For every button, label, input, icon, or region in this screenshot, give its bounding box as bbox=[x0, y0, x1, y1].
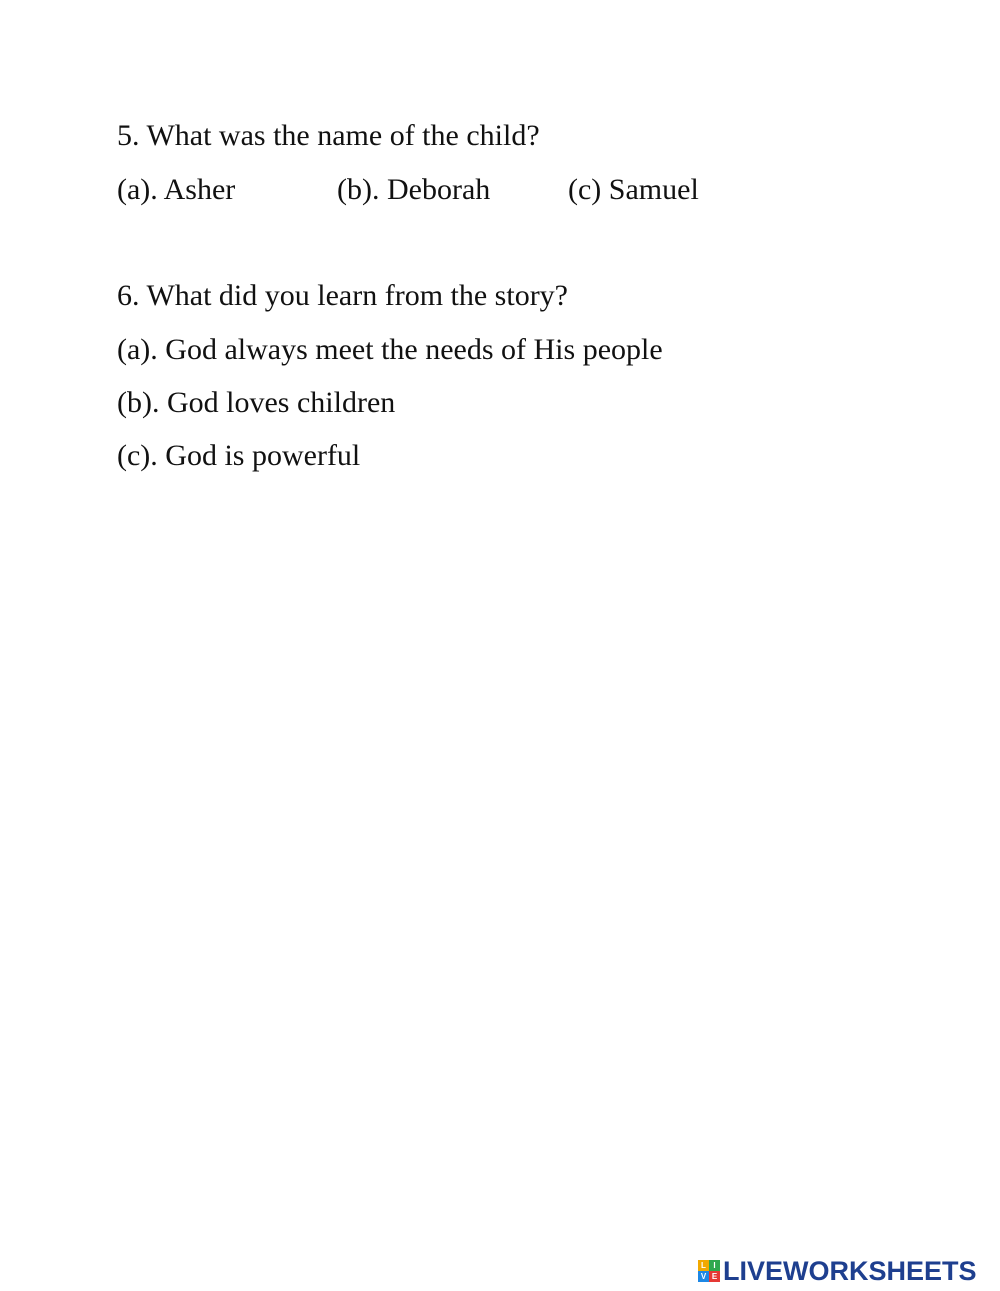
option-c-god-is-powerful: (c). God is powerful bbox=[117, 439, 361, 472]
option-a-god-meets-needs: (a). God always meet the needs of His people bbox=[117, 333, 663, 366]
option-b-deborah: (b). Deborah bbox=[337, 173, 491, 206]
question-5: 5. What was the name of the child? bbox=[117, 119, 540, 152]
liveworksheets-logo-text: LIVEWORKSHEETS bbox=[723, 1256, 977, 1286]
logo-cell-i: I bbox=[709, 1260, 720, 1271]
logo-cell-e: E bbox=[709, 1271, 720, 1282]
option-a-asher: (a). Asher bbox=[117, 173, 236, 206]
option-c-samuel: (c) Samuel bbox=[568, 173, 699, 206]
logo-cell-v: V bbox=[698, 1271, 709, 1282]
logo-cell-l: L bbox=[698, 1260, 709, 1271]
liveworksheets-watermark bbox=[698, 1255, 977, 1287]
question-6: 6. What did you learn from the story? bbox=[117, 279, 568, 312]
question-5-options bbox=[117, 173, 817, 207]
option-b-god-loves-children: (b). God loves children bbox=[117, 386, 396, 419]
liveworksheets-logo-icon bbox=[698, 1260, 720, 1282]
